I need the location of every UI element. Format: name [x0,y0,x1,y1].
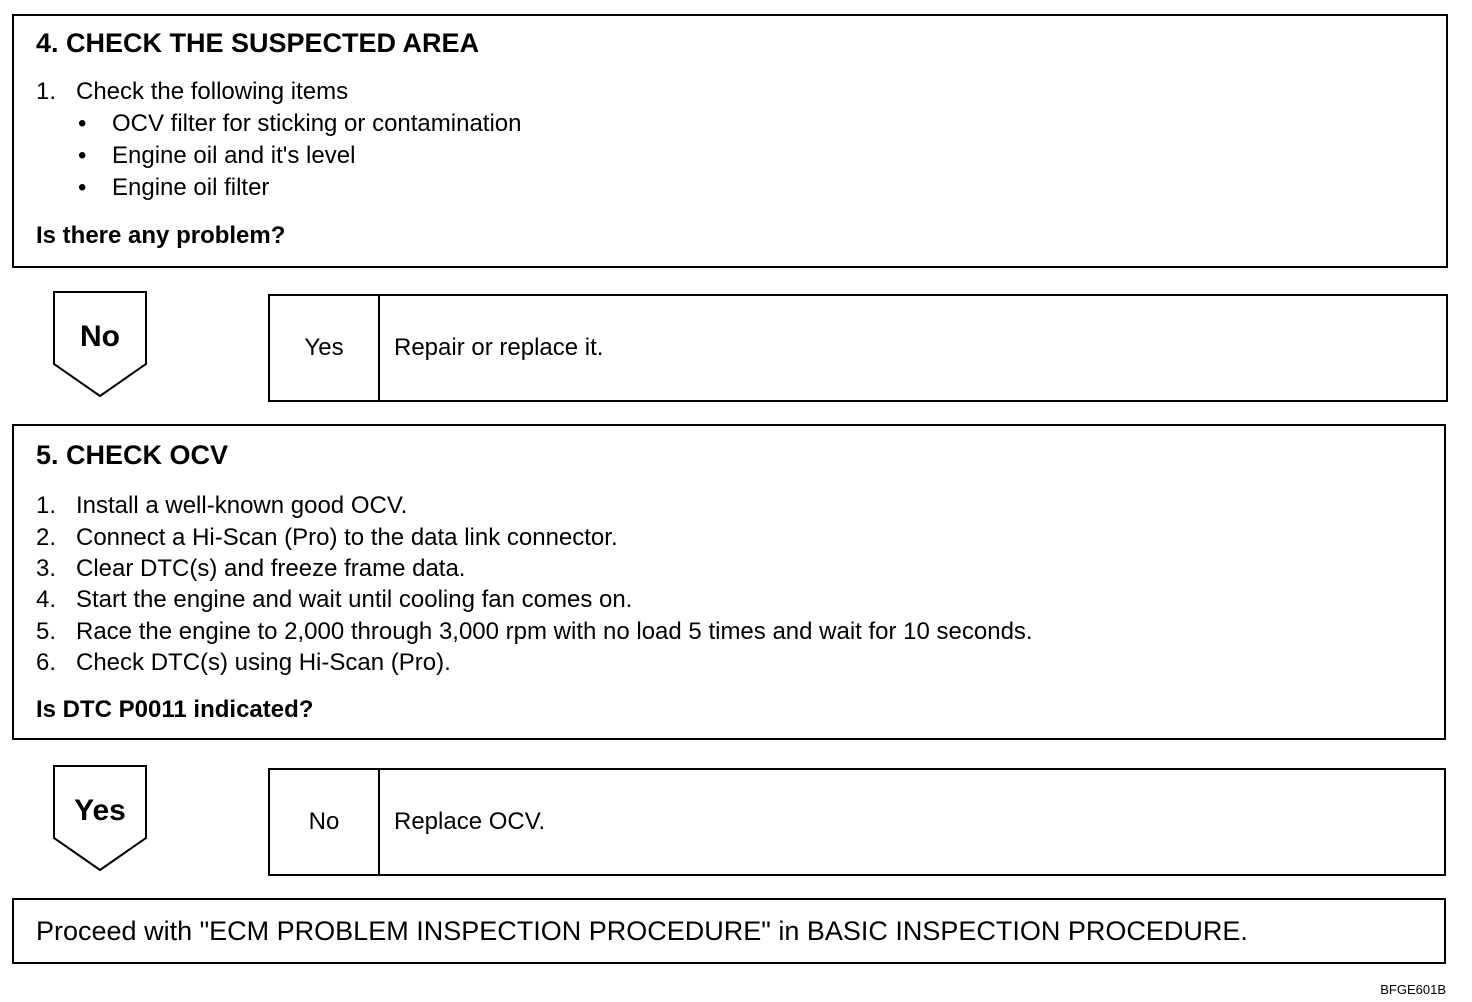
branch2-box [268,768,1446,876]
step4-box [12,14,1448,268]
bullet-dot-icon: • [78,110,87,137]
step5-item-text: Connect a Hi-Scan (Pro) to the data link connector. [76,524,618,551]
step5-item-text: Race the engine to 2,000 through 3,000 rpm with no load 5 times and wait for 10 seconds. [76,618,1033,645]
branch1-cell-label: Yes [270,296,380,400]
step5-question: Is DTC P0011 indicated? [36,696,314,723]
branch1-box [268,294,1448,402]
branch1-arrow-label: No [80,320,120,353]
figure-code: BFGE601B [1380,982,1446,997]
step4-intro-text: Check the following items [76,78,349,105]
step5-item-num: 6. [36,649,57,676]
step5-item-text: Check DTC(s) using Hi-Scan (Pro). [76,649,451,676]
step4-bullet-text: Engine oil and it's level [112,142,356,169]
step5-item-num: 4. [36,586,57,613]
branch2-arrow-label: Yes [74,794,126,827]
bullet-dot-icon: • [78,142,87,169]
step5-item-text: Start the engine and wait until cooling fan comes on. [76,586,633,613]
step5-item-num: 5. [36,618,57,645]
step4-bullet-text: OCV filter for sticking or contamination [112,110,522,137]
step5-item-num: 2. [36,524,57,551]
step5-item-text: Install a well-known good OCV. [76,492,408,519]
step4-bullet-text: Engine oil filter [112,174,270,201]
step4-title: 4. CHECK THE SUSPECTED AREA [36,28,480,58]
final-text: Proceed with "ECM PROBLEM INSPECTION PROCEDURE" in BASIC INSPECTION PROCEDURE. [36,916,1248,946]
step5-title: 5. CHECK OCV [36,440,229,470]
branch2-cell-text: Replace OCV. [394,808,546,835]
bullet-dot-icon: • [78,174,87,201]
branch1-cell-text: Repair or replace it. [394,334,604,361]
step5-item-num: 3. [36,555,57,582]
step5-box [12,424,1446,740]
step4-question: Is there any problem? [36,222,286,249]
final-box [12,898,1446,964]
step5-item-text: Clear DTC(s) and freeze frame data. [76,555,466,582]
step5-item-num: 1. [36,492,57,519]
branch2-cell-label: No [270,770,380,874]
step4-intro-num: 1. [36,78,57,105]
